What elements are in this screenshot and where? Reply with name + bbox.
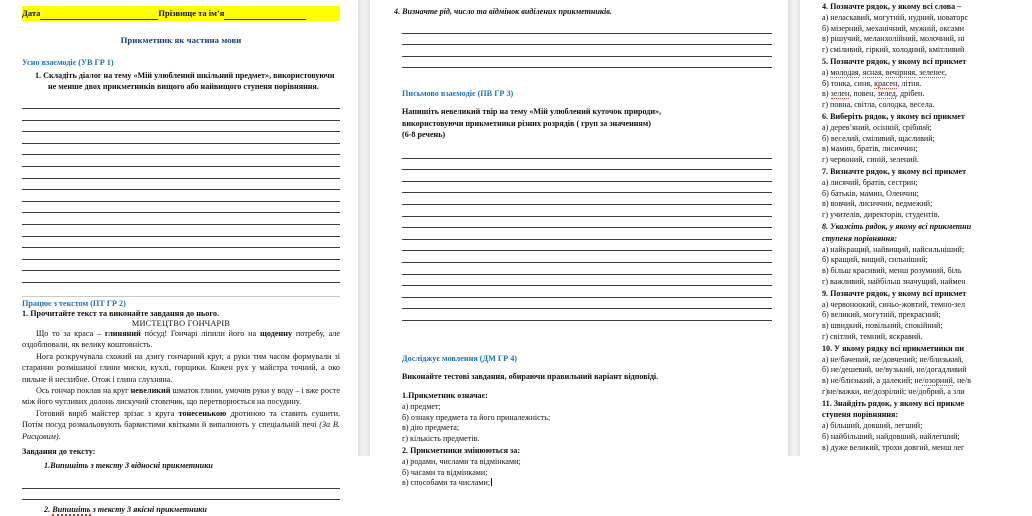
blank-answer-line[interactable] [402, 45, 772, 57]
blank-answer-line[interactable] [22, 248, 340, 260]
blank-answer-line[interactable] [22, 132, 340, 144]
test-question-option[interactable]: б) великий, могутній, прекрасний; [822, 310, 941, 320]
test-question-option[interactable]: б) кращий, вищий, сильніший; [822, 255, 928, 265]
blank-answer-line[interactable] [22, 213, 340, 225]
test-question-text: 8. Укажіть рядок, у якому всі прикметни [822, 221, 972, 231]
test-question-option[interactable]: г) червоний, синій, зелений. [822, 155, 919, 165]
blank-answer-line[interactable] [22, 225, 340, 237]
blank-answer-line[interactable] [402, 251, 772, 263]
test-question-option[interactable]: г)не/важки, не/дозрілий; не/добрий, а зли [822, 386, 965, 396]
test-question-option[interactable]: а) лисячий, братів, сестрин; [822, 177, 918, 187]
blank-answer-line[interactable] [402, 57, 772, 69]
test-question-option[interactable]: в) швидкий, повільний, спокійний; [822, 321, 943, 331]
test-question-option[interactable]: г) кількість предметів. [402, 434, 480, 444]
blank-answer-line[interactable] [402, 286, 772, 298]
blank-answer-line[interactable] [22, 489, 340, 501]
task-4-determine-gender-number-case: 4. Визначте рід, число та відмінок виділених прикметників. [394, 7, 612, 16]
test-question-option[interactable]: б) ознаку предмета та його приналежність; [402, 412, 551, 422]
blank-answer-line[interactable] [402, 182, 772, 194]
test-question-text-line-2: ступеня порівняння: [822, 410, 899, 420]
instruction-dm-gr-4: Виконайте тестові завдання, обираючи правильний варіант відповіді. [402, 371, 659, 381]
section-heading-uv-gr-1: Усно взаємодіє (УВ ГР 1) [22, 58, 114, 67]
answer-lines-uv-gr-1[interactable] [22, 97, 340, 283]
blank-answer-line[interactable] [402, 298, 772, 310]
test-question-option[interactable]: а) більший, довший, легший; [822, 421, 923, 431]
blank-answer-line[interactable] [22, 477, 340, 489]
date-label: Дата [22, 8, 41, 18]
document-page-2 [370, 0, 788, 488]
blank-answer-line[interactable] [402, 263, 772, 275]
spellcheck-underline: молодая [830, 67, 859, 77]
blank-answer-line[interactable] [22, 144, 340, 156]
test-question-option[interactable]: б) батьків, мамин, Оленчин; [822, 188, 919, 198]
test-question-option[interactable]: а) червоноокий, синьо-жовтий, темно-зел [822, 299, 966, 309]
blank-answer-line[interactable] [402, 205, 772, 217]
test-question-option[interactable]: г) сміливий, гіркий, холодний, кмітливий [822, 45, 965, 55]
page-gap-2 [788, 0, 800, 456]
blank-answer-line[interactable] [402, 240, 772, 252]
name-label: Прізвище та ім’я [158, 8, 225, 18]
task-2-first-word: Випишіть [52, 505, 91, 515]
page-title: Прикметник як частина мови [120, 35, 242, 45]
spellcheck-underline: зелед [877, 89, 896, 99]
blank-answer-line[interactable] [402, 193, 772, 205]
test-question-text: 9. Позначте рядок, у якому всі прикмет [822, 288, 967, 298]
test-question-option[interactable]: б) найбільший, найдовший, найлегший; [822, 432, 960, 442]
task-2-rest: з тексту 3 якісні прикметники [90, 505, 207, 515]
test-question-text: 6. Виберіть рядок, у якому всі прикмет [822, 111, 965, 121]
test-question-text: 11. Знайдіть рядок, у якому всі прикме [822, 398, 965, 408]
test-question-option[interactable]: в) більш красивий, менш розумний, біль [822, 266, 962, 276]
test-question-option[interactable]: б) часами та відмінками; [402, 467, 488, 477]
test-question-option[interactable]: в) дуже великий, трохи довгий, менш лег [822, 442, 965, 452]
test-question-option[interactable]: б) мізерний, механічний, мужній, оксами [822, 23, 965, 33]
spellcheck-underline: зеленеє [919, 67, 945, 77]
test-question-option[interactable]: в) не/близький, а далекий; не/озорний, не/в [822, 376, 971, 386]
test-question-option[interactable]: б) тонка, синя, красен, літня. [822, 78, 922, 88]
blank-answer-line[interactable] [402, 217, 772, 229]
blank-answer-line[interactable] [402, 170, 772, 182]
blank-answer-line[interactable] [22, 237, 340, 249]
spellcheck-underline: вечірняя [885, 67, 916, 77]
test-question-option[interactable]: а) дерев’яний, осінній, срібний; [822, 122, 932, 132]
task-uv-gr-1: 1. Складіть діалог на тему «Мій улюблений шкільний предмет», використовуючи не менше двох прикметників вищого або найвищого ступеня порівняння. [35, 71, 335, 92]
document-page-1 [0, 0, 358, 515]
test-question-option[interactable]: б) веселий, сміливий, щасливий; [822, 133, 935, 143]
blank-answer-line[interactable] [22, 271, 340, 283]
blank-answer-line[interactable] [402, 309, 772, 321]
test-question-text: 2. Прикметники змінюються за: [402, 446, 521, 456]
date-fill-rule[interactable] [40, 7, 158, 20]
test-question-option[interactable]: в) рішучий, меланхолійний, молочний, ні [822, 34, 965, 44]
name-fill-rule[interactable] [224, 7, 306, 20]
spellcheck-underline: зелен [830, 89, 850, 99]
test-question-text: 7. Визначте рядок, у якому всі прикмет [822, 166, 967, 176]
test-question-text: 4. Позначте рядок, у якому всі слова – [822, 2, 962, 11]
test-question-text: 5. Позначте рядок, у якому всі прикмет [822, 56, 967, 66]
test-question-option[interactable]: б) не/дешевий, не/вузький, не/догадливий [822, 365, 967, 375]
test-question-option[interactable]: г) важливий, найбільш значущий, наймен [822, 276, 966, 286]
story-paragraph-4: Готовий виріб майстер зрізає з круга тонесенькою дротиною та ставить сушити. Потім посуд розмальовують барвистими квітками й випалюють у спеціальній печі (За В. Рисцовим). [22, 408, 340, 441]
task-1-text-write-relative-adjectives: 1.Випишіть з тексту 3 відносні прикметники [44, 460, 213, 470]
blank-answer-line[interactable] [402, 159, 772, 171]
answer-lines-pv-gr-3[interactable] [402, 147, 772, 321]
instruction-pv-gr-3-line-2: використовуючи прикметники різних розрядів ( груп за значенням) [402, 118, 652, 128]
test-question-option[interactable]: а) предмет; [402, 401, 441, 411]
blank-answer-line[interactable] [22, 260, 340, 272]
story-title: МИСТЕЦТВО ГОНЧАРІВ [131, 318, 231, 328]
test-question-text-line-2: ступеня порівняння: [822, 233, 898, 243]
test-question-option[interactable]: а) молодая, ясная, вечірняя, зеленеє, [822, 67, 947, 77]
task-2-number: 2. [44, 505, 51, 515]
story-paragraph-1: Що то за краса – глиняний пóсуд! Гончарі ліпили його на щоденну потребу, але оздоблювали, як велику коштовність. [22, 328, 340, 350]
document-page-3 [800, 0, 1024, 456]
page-gap-1 [358, 0, 370, 456]
blank-answer-line[interactable] [402, 34, 772, 46]
test-question-option[interactable]: в) способами та числами; [402, 478, 491, 488]
blank-answer-line[interactable] [22, 190, 340, 202]
student-header-row [22, 6, 340, 21]
text-cursor [491, 478, 492, 486]
blank-answer-line[interactable] [22, 121, 340, 133]
spellcheck-underline: /озорний [922, 376, 953, 386]
blank-answer-line[interactable] [402, 275, 772, 287]
answer-lines-task-4[interactable] [402, 22, 772, 68]
test-question-option[interactable]: г) учителів, директорів, студентів. [822, 210, 940, 220]
answer-lines-task-1[interactable] [22, 477, 340, 500]
blank-answer-line[interactable] [22, 202, 340, 214]
test-questions-list-continued [822, 2, 1032, 454]
test-question-option[interactable]: г) світлий, темний, яскравий. [822, 331, 923, 341]
test-question-text: 1.Прикметник означає: [402, 391, 488, 401]
instruction-pv-gr-3-line-3: (6-8 речень) [402, 129, 446, 139]
test-question-option[interactable]: а) родами, числами та відмінками; [402, 456, 521, 466]
blank-answer-line[interactable] [402, 147, 772, 159]
test-question-option[interactable]: в) мамин, братів, лисиччин; [822, 144, 918, 154]
test-question-option[interactable]: в) зелен, повен, зелед, дрібен. [822, 89, 925, 99]
test-question-option[interactable]: в) вовчий, лисиччин, ведмежий; [822, 199, 933, 209]
section-heading-pt-gr-2: Працює з текстом (ПТ ГР 2) [22, 296, 340, 308]
instruction-pt-gr-2: 1. Прочитайте текст та виконайте завдання до нього. [22, 308, 219, 318]
test-question-option[interactable]: а) неласкавий, могутній, нудний, новаторс [822, 12, 969, 22]
test-question-option[interactable]: а) найкращий, найвищий, найсильніший; [822, 244, 965, 254]
blank-answer-line[interactable] [22, 97, 340, 109]
blank-answer-line[interactable] [402, 22, 772, 34]
blank-answer-line[interactable] [402, 228, 772, 240]
test-question-option[interactable]: а) не/бачений, не/довчений; не/близький, [822, 354, 964, 364]
section-heading-dm-gr-4: Досліджує мовлення (ДМ ГР 4) [402, 353, 518, 363]
test-question-option[interactable]: в) дію предмета; [402, 423, 460, 433]
section-heading-pv-gr-3: Письмово взаємодіє (ПВ ГР 3) [402, 89, 514, 99]
test-questions-list [402, 391, 780, 489]
blank-answer-line[interactable] [22, 167, 340, 179]
test-question-text: 10. У якому рядку всі прикметники пи [822, 343, 965, 353]
tasks-label: Завдання до тексту: [22, 446, 96, 456]
story-paragraph-3: Ось гончар поклав на круг невеликий шматок глини, умочив руки у воду – і вже росте між його чутливих долонь лискучий стовпчик, що перетворюється на посудину. [22, 385, 340, 407]
instruction-pv-gr-3-line-1: Напишіть невеликий твір на тему «Мій улюблений куточок природи», [402, 107, 662, 117]
test-question-option[interactable]: г) повна, світла, солодка, весела. [822, 100, 935, 110]
blank-answer-line[interactable] [22, 155, 340, 167]
blank-answer-line[interactable] [22, 179, 340, 191]
task-2-text-write-qualitative-adjectives [22, 505, 340, 514]
story-paragraph-2: Нога розкручувала схожий на дзиґу гончарний круг, а руки тим часом формували зі старанно розмішаної глини миски, кухлі, горщики. Кожен рух у майстра точний, а око пильне й несхибне. Отож і глина слухняна. [22, 351, 340, 384]
spellcheck-underline: красен [874, 78, 898, 88]
blank-answer-line[interactable] [22, 109, 340, 121]
spellcheck-underline: ясная [862, 67, 882, 77]
